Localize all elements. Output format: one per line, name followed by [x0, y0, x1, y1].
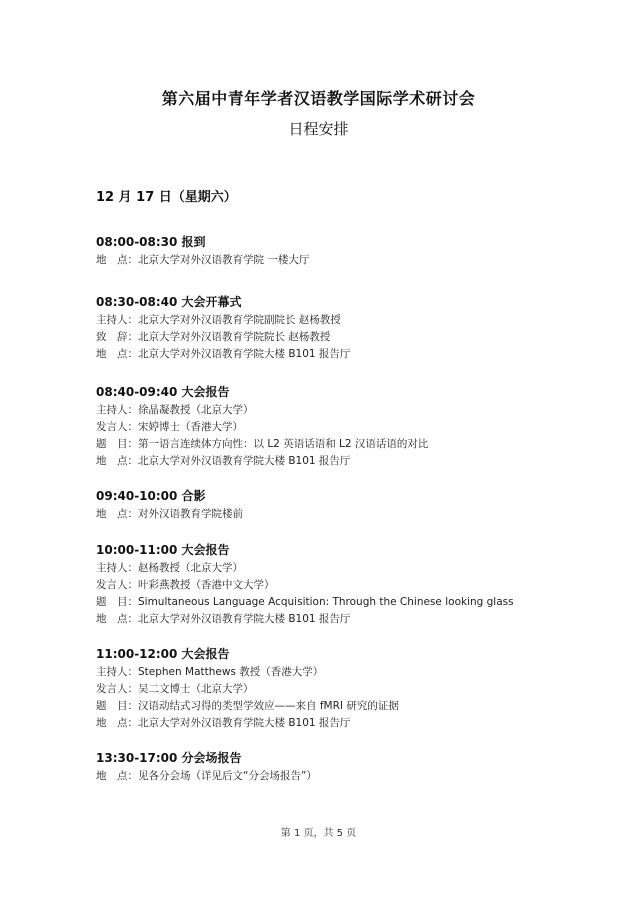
session-heading: 09:40-10:00 合影 — [96, 489, 206, 503]
session-heading: 11:00-12:00 大会报告 — [96, 647, 230, 661]
session-speaker: 发言人：叶彩燕教授（香港中文大学） — [96, 579, 275, 591]
session-location: 地 点：北京大学对外汉语教育学院 一楼大厅 — [96, 254, 310, 266]
session-registration — [96, 232, 556, 269]
session-speech: 致 辞：北京大学对外汉语教育学院院长 赵杨教授 — [96, 331, 331, 343]
session-opening — [96, 292, 556, 363]
document-title: 第六届中青年学者汉语教学国际学术研讨会 — [161, 89, 476, 108]
session-location: 地 点：北京大学对外汉语教育学院大楼 B101 报告厅 — [96, 717, 351, 729]
session-location: 地 点：北京大学对外汉语教育学院大楼 B101 报告厅 — [96, 455, 351, 467]
session-heading: 08:30-08:40 大会开幕式 — [96, 295, 242, 309]
session-heading: 08:40-09:40 大会报告 — [96, 385, 230, 399]
session-heading: 13:30-17:00 分会场报告 — [96, 751, 242, 765]
session-topic: 题 目：Simultaneous Language Acquisition: Through the Chinese looking glass — [96, 596, 514, 608]
session-speaker: 发言人：吴二文博士（北京大学） — [96, 683, 254, 695]
session-location: 地 点：北京大学对外汉语教育学院大楼 B101 报告厅 — [96, 613, 351, 625]
session-topic: 题 目：汉语动结式习得的类型学效应——来自 fMRI 研究的证据 — [96, 700, 399, 712]
session-heading: 08:00-08:30 报到 — [96, 235, 206, 249]
session-keynote-1 — [96, 382, 556, 470]
day-heading: 12 月 17 日（星期六） — [96, 190, 237, 205]
session-keynote-3 — [96, 644, 556, 732]
page-number: 第 1 页，共 5 页 — [280, 828, 357, 839]
session-location: 地 点：北京大学对外汉语教育学院大楼 B101 报告厅 — [96, 348, 351, 360]
session-host: 主持人：徐晶凝教授（北京大学） — [96, 404, 254, 416]
session-location: 地 点：见各分会场（详见后文“分会场报告”） — [96, 770, 317, 782]
session-host: 主持人：北京大学对外汉语教育学院副院长 赵杨教授 — [96, 314, 341, 326]
session-parallel — [96, 748, 556, 785]
session-topic: 题 目：第一语言连续体方向性：以 L2 英语话语和 L2 汉语话语的对比 — [96, 438, 429, 450]
session-keynote-2 — [96, 540, 556, 628]
session-host: 主持人：Stephen Matthews 教授（香港大学） — [96, 666, 324, 678]
session-heading: 10:00-11:00 大会报告 — [96, 543, 230, 557]
session-photo — [96, 486, 556, 523]
session-host: 主持人：赵杨教授（北京大学） — [96, 562, 243, 574]
session-speaker: 发言人：宋婷博士（香港大学） — [96, 421, 243, 433]
document-subtitle: 日程安排 — [288, 120, 349, 138]
session-location: 地 点：对外汉语教育学院楼前 — [96, 508, 243, 520]
